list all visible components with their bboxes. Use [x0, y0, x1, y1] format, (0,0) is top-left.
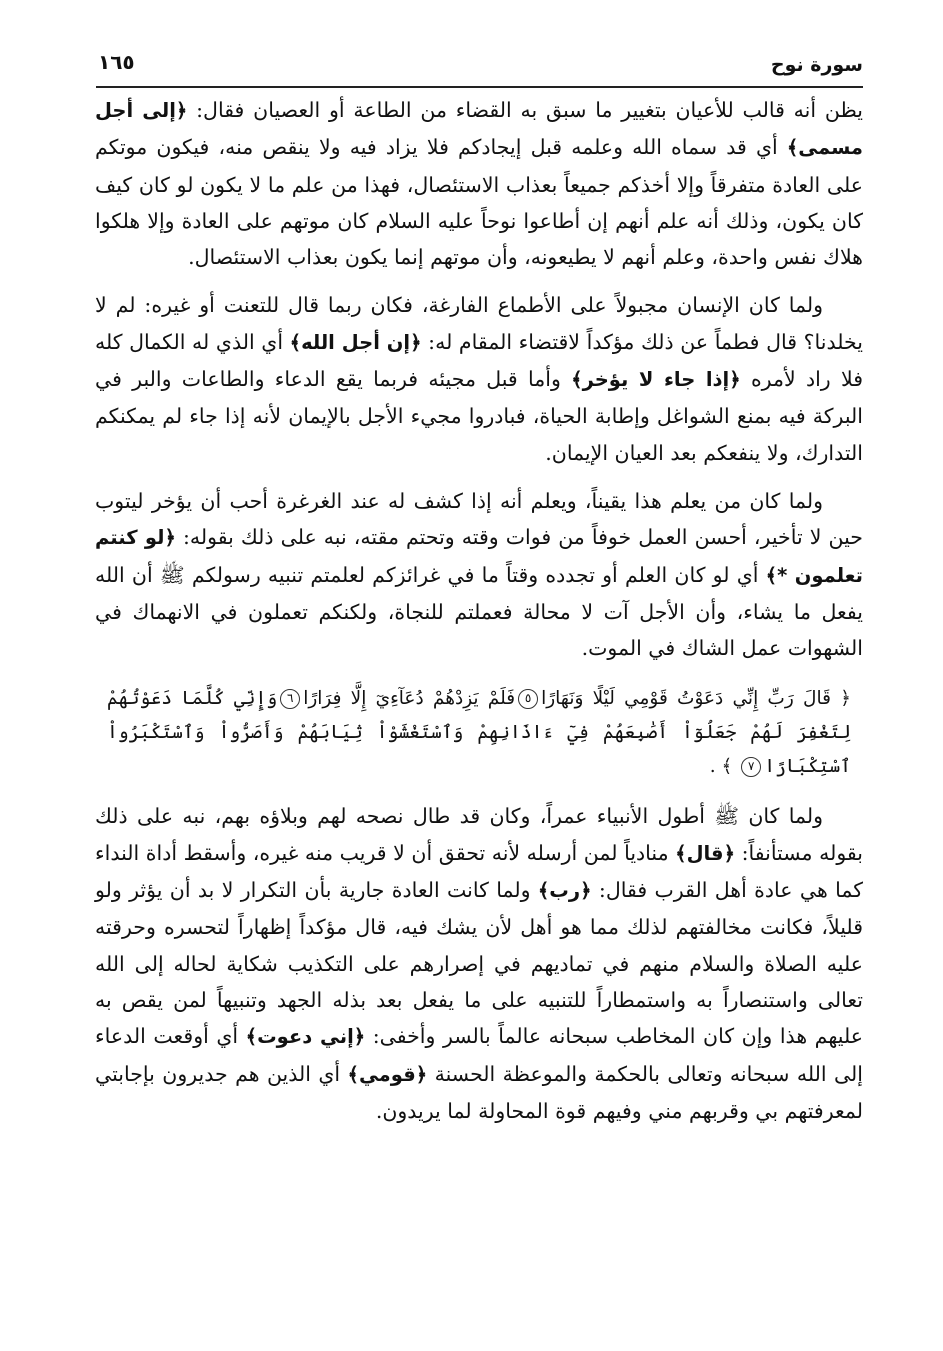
quran-quote: ﴿إلى أجل مسمى﴾: [95, 99, 863, 160]
verse-bracket-close: ﴾ .: [709, 756, 733, 778]
paragraph-4: [95, 798, 863, 1129]
paragraph-text: أي لو كان العلم أو تجدده وقتاً ما في غرائزكم لعلمتم تنبيه رسولكم ﷺ أن الله يفعل ما يشاء، وأن الأجل آت لا محالة فعملتم للنجاة، ولكنكم تعملون في الانهماك في الشهوات عمل الشاك في الموت.: [95, 562, 863, 661]
surah-title: سورة نوح: [770, 54, 863, 76]
paragraph-2: [95, 287, 863, 470]
page-header: [96, 44, 863, 88]
verse-text: فَلَمْ يَزِدْهُمْ دُعَآءِيٓ إِلَّا فِرَارًا: [303, 688, 516, 710]
paragraph-text: أي الذي له الكمال كله فلا راد لأمره: [95, 329, 864, 392]
ayah-number-marker: ٦: [280, 689, 300, 709]
paragraph-text: ولما كان ﷺ أطول الأنبياء عمراً، وكان قد طال نصحه لهم وبلاؤه بهم، نبه على ذلك بقوله مستأنفاً:: [95, 804, 863, 865]
paragraph-text: يظن أنه قالب للأعيان بتغيير ما سبق به القضاء من الطاعة أو العصيان فقال:: [187, 98, 863, 122]
paragraph-text: وأما قبل مجيئه فربما يقع الدعاء والطاعات والبر في البركة فيه بمنع الشواغل وإطابة الحياة، فبادروا مجيء الأجل بالإيمان لأنه إذا جاء لم يمكنكم التدارك، ولا ينفعكم بعد العيان الإيمان.: [95, 367, 863, 465]
quran-quote: ﴿لو كنتم تعلمون *﴾: [95, 526, 863, 587]
paragraph-text: أي أوقعت الدعاء إلى الله سبحانه وتعالى بالحكمة والموعظة الحسنة: [95, 1024, 863, 1086]
paragraph-text: منادياً لمن أرسله لأنه تحقق أن لا قريب منه غيره، وأسقط أداة النداء كما هي عادة أهل القرب فقال:: [95, 840, 863, 903]
quran-quote: ﴿قومي﴾: [347, 1062, 428, 1086]
verse-bracket-open: ﴿: [840, 688, 851, 710]
quran-quote: ﴿إذا جاء لا يؤخر﴾: [571, 368, 741, 392]
paragraph-text: ولما كانت العادة جارية بأن التكرار لا بد أن يؤثر ولو قليلاً، فكانت مخالفتهم لذلك مما هو أهل لأن يشك فيه، قال مؤكداً إظهاراً لتحسره وحرقته عليه الصلاة والسلام منهم في تماديهم في إصرارهم على التكذيب شكاية لحاله إلى الله تعالى واستنصاراً به واستمطاراً للتنبيه على ما يفعل بعد بذله الجهد وتنبيهاً لمن يقص به عليهم هذا وإن كان المخاطب سبحانه عالماً بالسر وأخفى:: [95, 878, 863, 1049]
verse-text: قَالَ رَبِّ إِنِّي دَعَوْتُ قَوْمِي لَيْلًا وَنَهَارًا: [541, 688, 831, 710]
paragraph-3: [95, 483, 863, 666]
quran-quote: ﴿إني دعوت﴾: [245, 1025, 366, 1049]
ayah-number-marker: ٧: [741, 757, 761, 777]
paragraph-text: أي الذين هم جديرون بإجابتي لمعرفتهم بي وقربهم مني وفيهم قوة المحاولة لما يريدون.: [95, 1061, 863, 1123]
paragraph-text: ولما كان الإنسان مجبولاً على الأطماع الفارغة، فكان ربما قال للتعنت أو غيره: لم لا يخلدنا؟ قال فطماً عن ذلك مؤكداً لاقتضاء المقام له:: [95, 293, 863, 354]
quran-quote: ﴿إن أجل الله﴾: [289, 330, 422, 354]
quran-quote: ﴿رب﴾: [537, 879, 592, 903]
ayah-number-marker: ٥: [518, 689, 538, 709]
verse-text: وَإِنِّي كُلَّمَا دَعَوْتُهُمْ لِتَغْفِرَ لَهُمْ جَعَلُوٓاْ أَصَٰبِعَهُمْ فِيٓ ءَاذَانِهِمْ وَٱسْتَغْشَوْاْ ثِيَابَهُمْ وَأَصَرُّواْ وَٱسْتَكْبَرُواْ ٱسْتِكْبَارًا: [107, 688, 851, 778]
paragraph-text: أي قد سماه الله وعلمه قبل إيجادكم فلا يزاد فيه ولا ينقص منه، فيكون موتكم على العادة متفرقاً وإلا أخذكم جميعاً بعذاب الاستئصال، فهذا من علم ما لا يكون لو كان كيف كان يكون، وذلك أنه علم أنهم إن أطاعوا نوحاً عليه السلام كان موتهم على العادة وإلا هلكوا هلاك نفس واحدة، وعلم أنهم لا يطيعونه، وأن موتهم إنما يكون بعذاب الاستئصال.: [95, 135, 863, 270]
page-content: [95, 92, 863, 1311]
quran-quote: ﴿قال﴾: [675, 841, 736, 865]
quran-verse-block: [95, 682, 863, 784]
paragraph-1: [95, 92, 863, 275]
page-number: ١٦٥: [98, 50, 135, 74]
paragraph-text: ولما كان من يعلم هذا يقيناً، ويعلم أنه إذا كشف له عند الغرغرة أحب أن يؤخر ليتوب حين لا تأخير، أحسن العمل خوفاً من فوات وقته وتحتم مقته، نبه على ذلك بقوله:: [95, 488, 863, 550]
